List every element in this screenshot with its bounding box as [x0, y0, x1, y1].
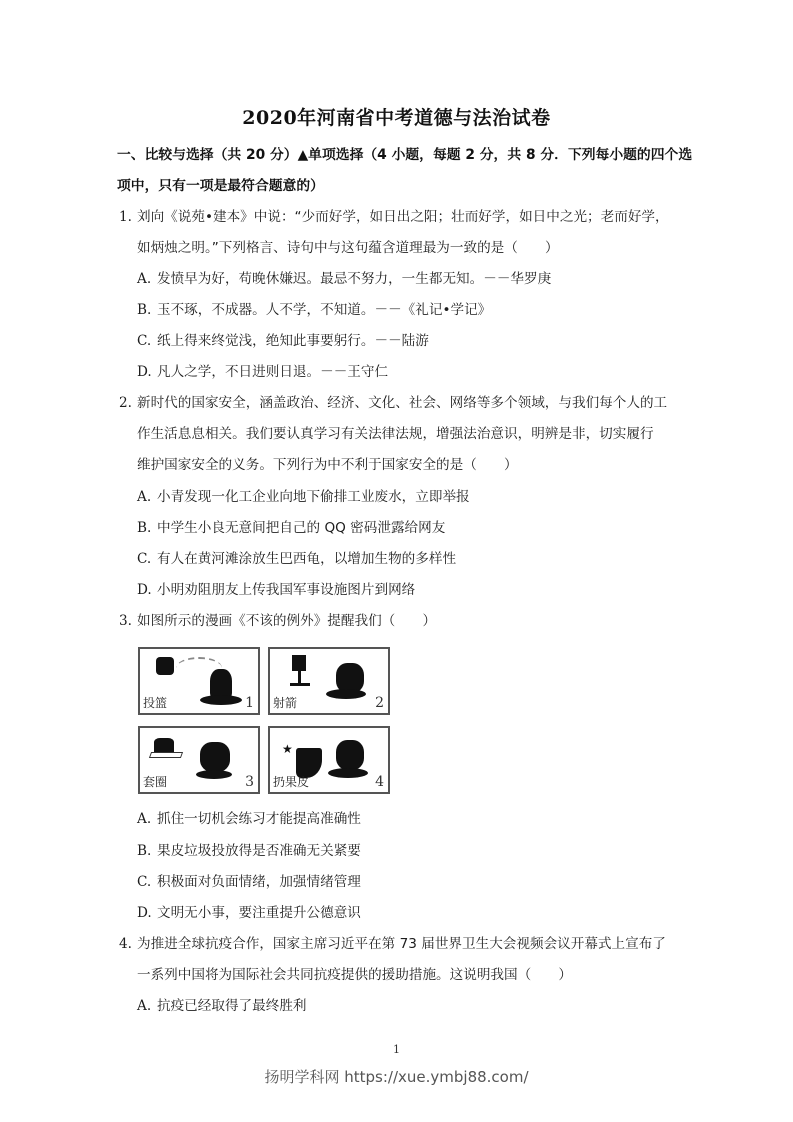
- question-1-stem-line-2: 如炳烛之明。”下列格言、诗句中与这句蕴含道理最为一致的是（ ）: [137, 240, 559, 256]
- question-text: 为推进全球抗疫合作，国家主席习近平在第 73 届世界卫生大会视频会议开幕式上宣布了: [137, 936, 666, 952]
- comic-panel-3: [138, 726, 260, 794]
- question-2-stem-line-3: 维护国家安全的义务。下列行为中不利于国家安全的是（ ）: [137, 457, 518, 473]
- question-4-option-a: [137, 997, 307, 1015]
- option-label: B.: [137, 520, 152, 536]
- question-4-stem-line-1: [119, 935, 666, 953]
- panel-number: 3: [245, 774, 254, 790]
- option-label: D.: [137, 582, 152, 598]
- option-label: D.: [137, 364, 152, 380]
- question-2-option-a: [137, 488, 470, 506]
- ring-toss-prize-icon: [154, 738, 174, 752]
- figure-base-icon: [326, 689, 366, 699]
- option-text: 中学生小良无意间把自己的 QQ 密码泄露给网友: [157, 520, 446, 536]
- question-1-option-a: [137, 270, 551, 288]
- question-2-option-d: [137, 581, 415, 599]
- panel-number: 1: [245, 695, 254, 711]
- option-text: 抓住一切机会练习才能提高准确性: [157, 811, 361, 827]
- option-text: 抗疫已经取得了最终胜利: [157, 998, 307, 1014]
- option-label: C.: [137, 874, 152, 890]
- figure-silhouette-icon: [200, 742, 230, 772]
- option-text: 果皮垃圾投放得是否准确无关紧要: [157, 843, 361, 859]
- option-label: C.: [137, 333, 152, 349]
- ring-toss-board-icon: [149, 752, 183, 758]
- option-text: 小明劝阻朋友上传我国军事设施图片到网络: [157, 582, 416, 598]
- question-4-stem-line-2: 一系列中国将为国际社会共同抗疫提供的援助措施。这说明我国（ ）: [137, 967, 572, 983]
- comic-panel-4: [268, 726, 390, 794]
- option-label: A.: [137, 489, 152, 505]
- comic-figure: [138, 647, 394, 797]
- comic-panel-1: [138, 647, 260, 715]
- page-title: 2020年河南省中考道德与法治试卷: [242, 107, 551, 129]
- fruit-peel-icon: ★: [282, 742, 293, 756]
- question-1-option-d: [137, 363, 388, 381]
- option-text: 小青发现一化工企业向地下偷排工业废水，立即举报: [157, 489, 470, 505]
- option-text: 发愤早为好，苟晚休嫌迟。最忌不努力，一生都无知。－－华罗庚: [157, 271, 552, 287]
- panel-caption: 投篮: [143, 696, 168, 710]
- question-number: 4.: [119, 936, 132, 952]
- question-2-option-b: [137, 519, 445, 537]
- panel-number: 2: [375, 695, 384, 711]
- page-number: 1: [393, 1043, 400, 1056]
- basketball-hoop-icon: [156, 657, 174, 675]
- figure-silhouette-icon: [336, 740, 364, 770]
- option-label: D.: [137, 905, 152, 921]
- figure-base-icon: [200, 695, 242, 705]
- question-number: 2.: [119, 395, 132, 411]
- figure-base-icon: [328, 768, 368, 778]
- section-heading-line-2: 项中，只有一项是最符合题意的）: [117, 178, 324, 194]
- question-number: 3.: [119, 613, 132, 629]
- option-label: B.: [137, 843, 152, 859]
- question-3-option-b: [137, 842, 361, 860]
- option-label: A.: [137, 271, 152, 287]
- question-1-stem-line-1: [119, 208, 669, 226]
- option-text: 积极面对负面情绪，加强情绪管理: [157, 874, 361, 890]
- question-text: 如图所示的漫画《不该的例外》提醒我们（ ）: [137, 613, 437, 629]
- question-1-option-c: [137, 332, 429, 350]
- question-number: 1.: [119, 209, 132, 225]
- option-label: A.: [137, 998, 152, 1014]
- question-1-option-b: [137, 301, 491, 319]
- question-text: 新时代的国家安全，涵盖政治、经济、文化、社会、网络等多个领域，与我们每个人的工: [137, 395, 668, 411]
- option-text: 文明无小事，要注重提升公德意识: [157, 905, 361, 921]
- comic-panel-2: [268, 647, 390, 715]
- question-2-option-c: [137, 550, 456, 568]
- question-3-stem-line-1: [119, 612, 436, 630]
- option-label: B.: [137, 302, 152, 318]
- option-text: 有人在黄河滩涂放生巴西龟，以增加生物的多样性: [157, 551, 457, 567]
- question-3-option-c: [137, 873, 361, 891]
- option-text: 玉不琢，不成器。人不学，不知道。－－《礼记•学记》: [157, 302, 492, 318]
- panel-number: 4: [375, 774, 384, 790]
- panel-caption: 射箭: [273, 696, 298, 710]
- option-label: C.: [137, 551, 152, 567]
- option-text: 纸上得来终觉浅，绝知此事要躬行。－－陆游: [157, 333, 429, 349]
- target-stand-base-icon: [290, 683, 310, 686]
- figure-base-icon: [196, 770, 232, 779]
- watermark: 扬明学科网 https://xue.ymbj88.com/: [264, 1068, 529, 1086]
- option-label: A.: [137, 811, 152, 827]
- question-2-stem-line-1: [119, 394, 667, 412]
- option-text: 凡人之学，不日进则日退。－－王守仁: [157, 364, 389, 380]
- question-3-option-d: [137, 904, 361, 922]
- section-heading-line-1: 一、比较与选择（共 20 分）▲单项选择（4 小题，每题 2 分，共 8 分．下列每小题的四个选: [117, 147, 693, 163]
- panel-caption: 扔果皮: [273, 775, 310, 789]
- question-text: 刘向《说苑•建本》中说：“少而好学，如日出之阳；壮而好学，如日中之光；老而好学，: [137, 209, 669, 225]
- archery-target-icon: [292, 655, 306, 671]
- question-3-option-a: [137, 810, 361, 828]
- panel-caption: 套圈: [143, 775, 168, 789]
- question-2-stem-line-2: 作生活息息相关。我们要认真学习有关法律法规，增强法治意识，明辨是非，切实履行: [137, 426, 654, 442]
